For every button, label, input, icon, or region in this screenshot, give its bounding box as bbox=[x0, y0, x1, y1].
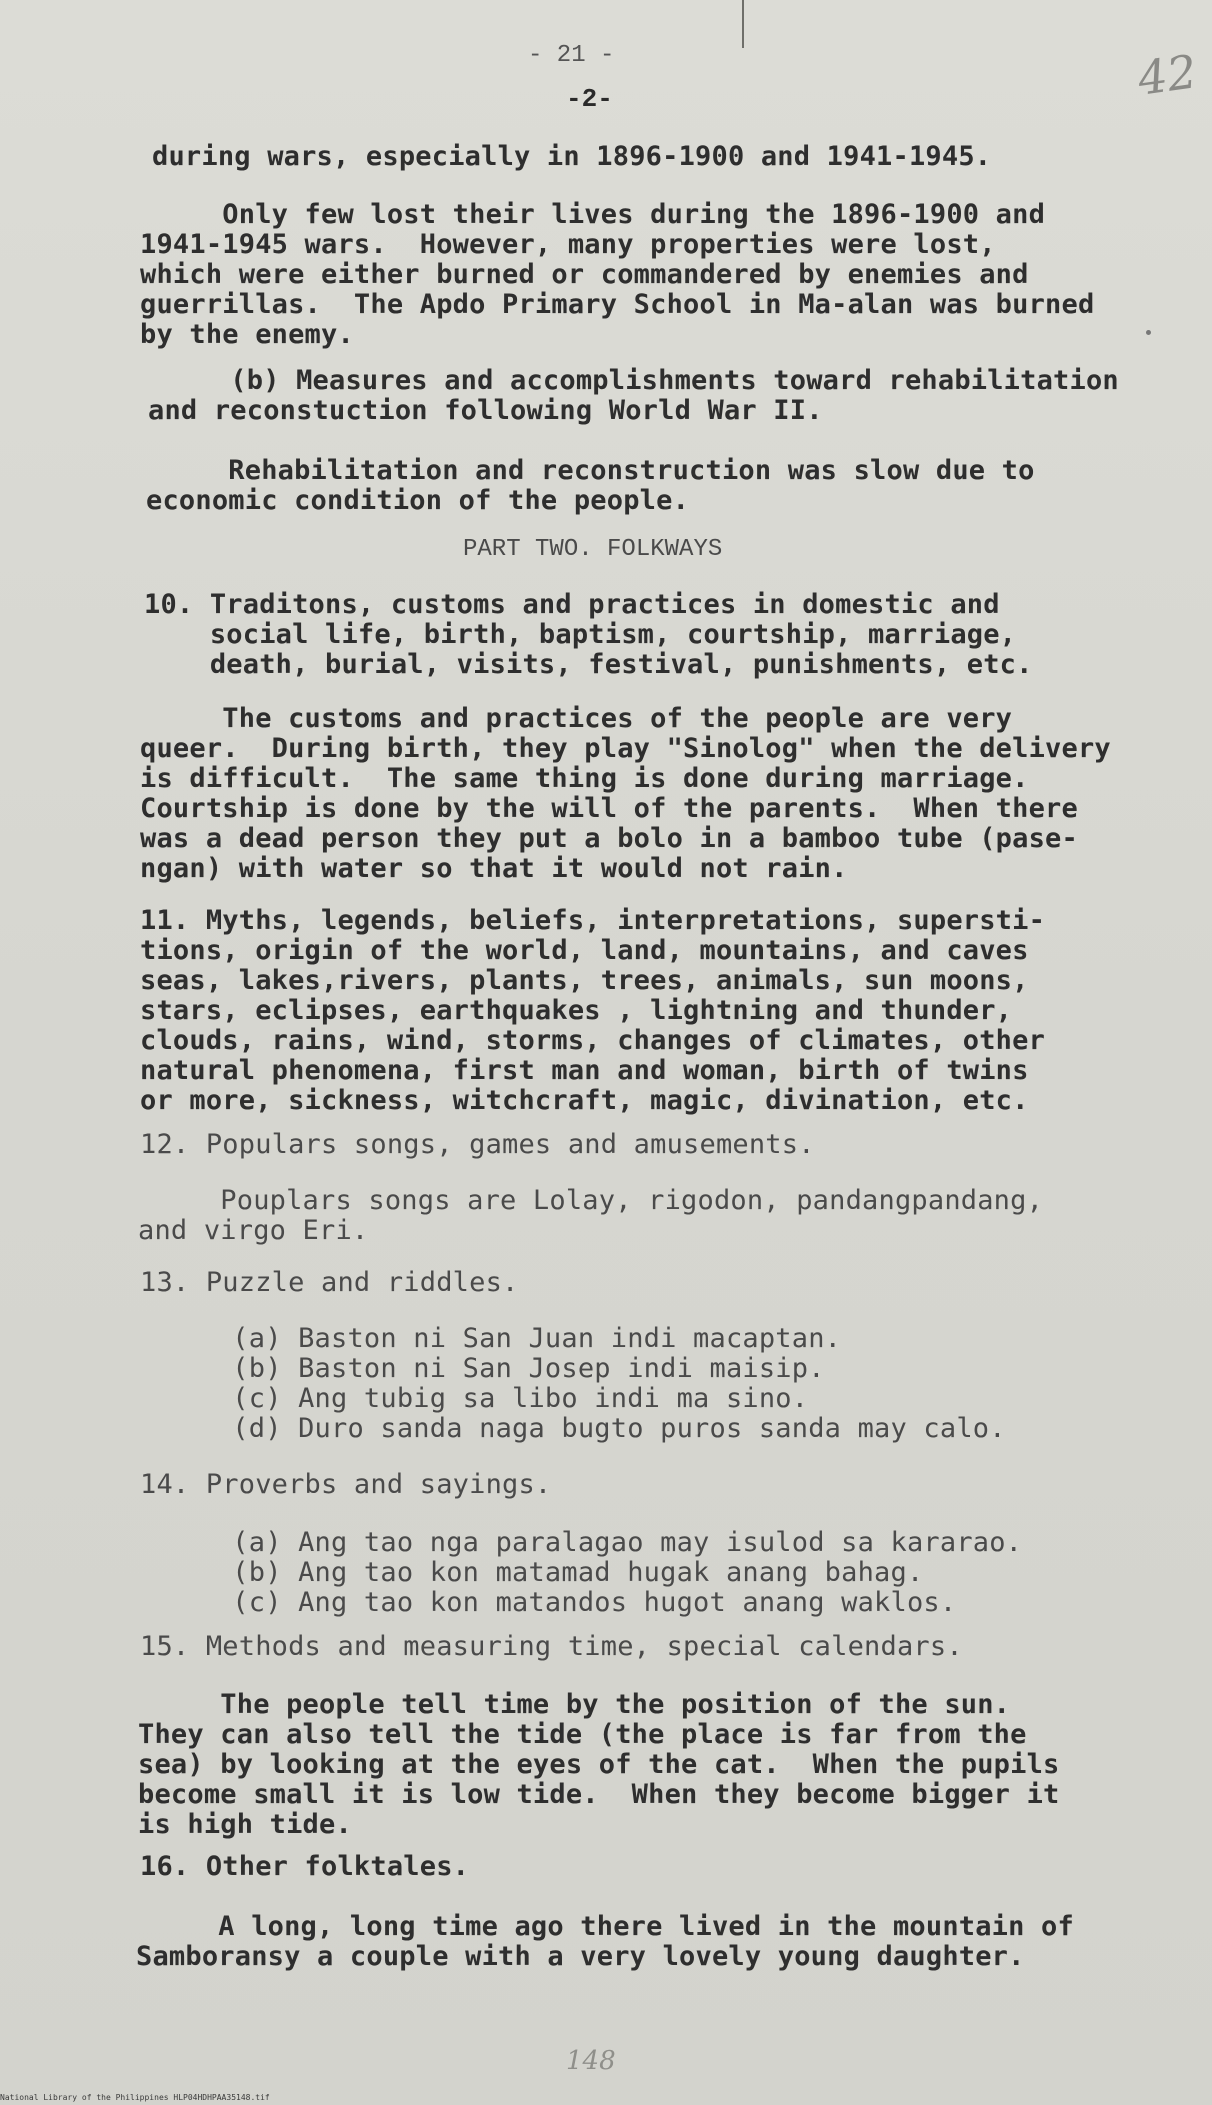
paragraph-telling-time: The people tell time by the position of the sun. They can also tell the tide (the place is far from the sea) by looking at the eyes of the cat. When the pupils become small it is low tide. When they become bigger it is high tide. bbox=[138, 1689, 1060, 1840]
handwritten-page-number: 42 bbox=[1134, 44, 1201, 106]
item-16-folktales: 16. Other folktales. bbox=[140, 1851, 470, 1882]
paragraph-wars: during wars, especially in 1896-1900 and 1941-1945. bbox=[152, 141, 992, 172]
paragraph-losses: Only few lost their lives during the 1896-1900 and 1941-1945 wars. However, many properties were lost, which were either burned or commandered by enemies and guerrillas. The Apdo Primary School in Ma-alan was burned by the enemy. bbox=[140, 199, 1095, 350]
ink-speck bbox=[1146, 330, 1151, 335]
scan-credit: National Library of the Philippines HLP04HDHPAA35148.tif bbox=[0, 2093, 270, 2102]
paragraph-measures-heading: (b) Measures and accomplishments toward rehabilitation and reconstuction following World War II. bbox=[148, 365, 1119, 426]
handwritten-footer-number: 148 bbox=[566, 2046, 616, 2076]
page-number: - 21 - bbox=[528, 42, 615, 69]
paragraph-customs: The customs and practices of the people are very queer. During birth, they play "Sinolog" when the delivery is difficult. The same thing is done during marriage. Courtship is done by the will of the parents. When there was a dead person they put a bolo in a bamboo tube (pase- ngan) with water so that it would not rain. bbox=[140, 703, 1111, 884]
paragraph-rehabilitation: Rehabilitation and reconstruction was slow due to economic condition of the people. bbox=[146, 455, 1035, 516]
paragraph-popular-songs: Pouplars songs are Lolay, rigodon, pandangpandang, and virgo Eri. bbox=[138, 1185, 1044, 1246]
item-15-time: 15. Methods and measuring time, special calendars. bbox=[140, 1631, 963, 1662]
item-14-proverbs: 14. Proverbs and sayings. bbox=[140, 1469, 552, 1500]
riddles-list: (a) Baston ni San Juan indi macaptan. (b) Baston ni San Josep indi maisip. (c) Ang tubig sa libo indi ma sino. (d) Duro sanda naga bugto puros sanda may calo. bbox=[232, 1323, 1006, 1444]
proverbs-list: (a) Ang tao nga paralagao may isulod sa kararao. (b) Ang tao kon matamad hugak anang bahag. (c) Ang tao kon matandos hugot anang waklos. bbox=[232, 1527, 1023, 1618]
paragraph-folktale: A long, long time ago there lived in the mountain of Samboransy a couple with a very lovely young daughter. bbox=[136, 1911, 1074, 1972]
item-12-songs: 12. Populars songs, games and amusements. bbox=[140, 1129, 815, 1160]
item-11-myths: 11. Myths, legends, beliefs, interpretations, supersti- tions, origin of the world, land, mountains, and caves seas, lakes,rivers, plants, trees, animals, sun moons, stars, eclipses, earthquakes , lightning and thunder, clouds, rains, wind, storms, changes of climates, other natural phenomena, first man and woman, birth of twins or more, sickness, witchcraft, magic, divination, etc. bbox=[140, 905, 1046, 1116]
part-two-heading: PART TWO. FOLKWAYS bbox=[463, 536, 723, 563]
sub-page-number: -2- bbox=[566, 84, 613, 114]
item-13-riddles: 13. Puzzle and riddles. bbox=[140, 1267, 519, 1298]
item-10-traditions: 10. Traditons, customs and practices in domestic and social life, birth, baptism, courtship, marriage, death, burial, visits, festival, punishments, etc. bbox=[144, 589, 1033, 680]
page-fold-mark bbox=[742, 0, 744, 48]
